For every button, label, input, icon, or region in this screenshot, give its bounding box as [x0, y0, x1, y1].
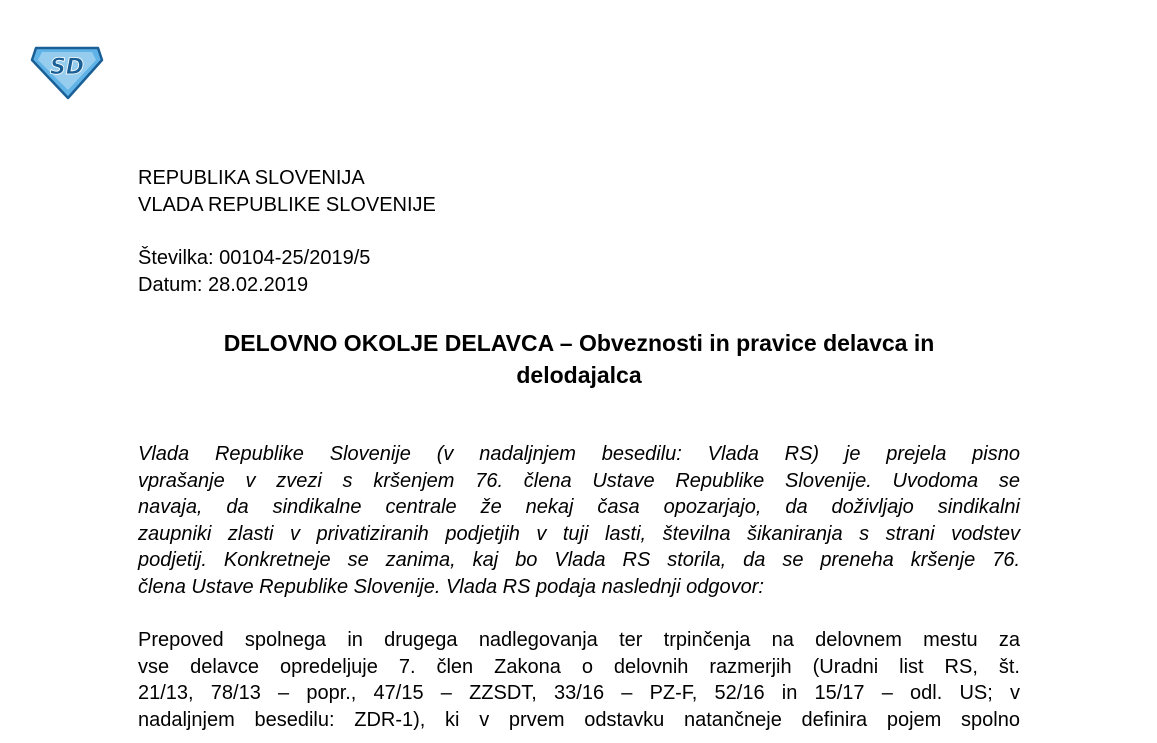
- sd-logo-icon: [30, 40, 104, 100]
- issuer-header: [138, 165, 436, 219]
- document-number: Številka: 00104-25/2019/5: [138, 247, 371, 269]
- paragraph-line: nadaljnjem besedilu: ZDR-1), ki v prvem odstavku natančneje definira pojem spolno: [138, 708, 1020, 731]
- paragraph-line: zaupniki zlasti v privatiziranih podjetjih v tuji lasti, številna šikaniranja s strani vodstev: [138, 522, 1020, 545]
- title-line-1: DELOVNO OKOLJE DELAVCA – Obveznosti in pravice delavca in: [223, 330, 935, 356]
- paragraph-line: 21/13, 78/13 – popr., 47/15 – ZZSDT, 33/16 – PZ-F, 52/16 in 15/17 – odl. US; v: [138, 682, 1020, 704]
- paragraph-line: vprašanje v zvezi s kršenjem 76. člena Ustave Republike Slovenije. Uvodoma se: [138, 469, 1020, 492]
- document-meta: [138, 245, 370, 299]
- sd-logo-text: SD: [49, 55, 85, 80]
- document-date: Datum: 28.02.2019: [138, 274, 309, 296]
- paragraph-line: podjetij. Konkretneje se zanima, kaj bo Vlada RS storila, da se preneha kršenje 76.: [138, 549, 1020, 571]
- paragraph-line: člena Ustave Republike Slovenije. Vlada RS podaja naslednji odgovor:: [138, 575, 764, 598]
- header-government: VLADA REPUBLIKE SLOVENIJE: [138, 194, 436, 216]
- paragraph-line: vse delavce opredeljuje 7. člen Zakona o delovnih razmerjih (Uradni list RS, št.: [138, 655, 1020, 678]
- paragraph-question: [138, 441, 1020, 600]
- paragraph-line: Vlada Republike Slovenije (v nadaljnjem besedilu: Vlada RS) je prejela pisno: [138, 443, 1020, 465]
- title-line-2: delodajalca: [516, 362, 642, 388]
- header-republic: REPUBLIKA SLOVENIJA: [138, 167, 365, 189]
- paragraph-line: Prepoved spolnega in drugega nadlegovanja ter trpinčenja na delovnem mestu za: [138, 629, 1020, 651]
- paragraph-line: navaja, da sindikalne centrale že nekaj časa opozarjajo, da doživljajo sindikalni: [138, 496, 1020, 518]
- paragraph-answer: [138, 627, 1020, 733]
- document-title: [138, 327, 1020, 391]
